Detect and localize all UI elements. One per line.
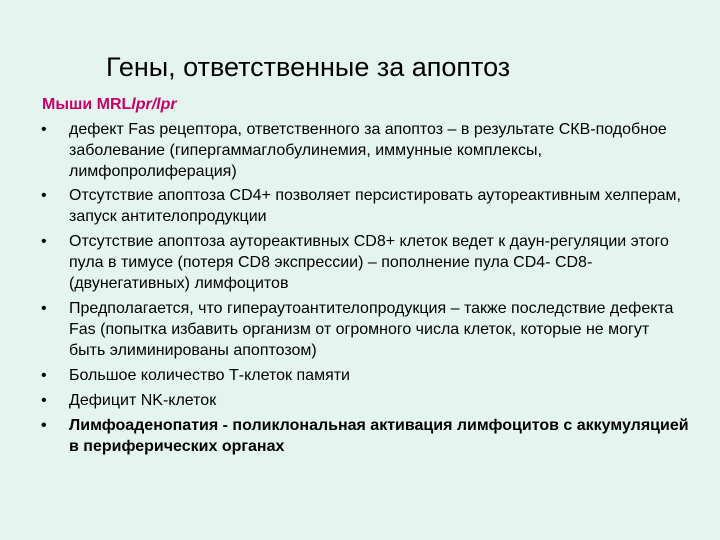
bullet-dot: • bbox=[41, 300, 47, 317]
bullet-dot: • bbox=[41, 392, 47, 409]
slide-title: Гены, ответственные за апоптоз bbox=[106, 52, 511, 82]
list-item bbox=[0, 365, 689, 386]
subtitle-italic: lpr/lpr bbox=[131, 96, 177, 113]
list-item-text: дефект Fas рецептора, ответственного за апоптоз – в результате СКВ-подобное заболевание (гипергаммаглобулинемия, иммунные комплексы, лимфопролиферация) bbox=[69, 121, 667, 180]
list-item-text: Предполагается, что гипераутоантителопродукция – также последствие дефекта Fas (попытка избавить организм от огромного числа клеток, которые не могут быть элиминированы апоптозом) bbox=[69, 300, 674, 359]
list-item bbox=[0, 415, 689, 457]
bullet-dot: • bbox=[41, 417, 47, 434]
list-item bbox=[0, 390, 689, 411]
bullet-dot: • bbox=[41, 367, 47, 384]
list-item bbox=[0, 185, 689, 227]
subtitle-prefix: Мыши MRL bbox=[42, 96, 132, 113]
list-item bbox=[0, 298, 689, 361]
bullet-dot: • bbox=[41, 187, 47, 204]
list-item-text: Отсутствие апоптоза CD4+ позволяет персистировать аутореактивным хелперам, запуск антителопродукции bbox=[69, 187, 681, 225]
bullet-list bbox=[0, 119, 720, 459]
list-item-text: Отсутствие апоптоза аутореактивных CD8+ клеток ведет к даун-регуляции этого пула в тимусе (потеря CD8 экспрессии) – пополнение пула CD4- CD8- (двунегативных) лимфоцитов bbox=[69, 233, 669, 292]
list-item-text: Лимфоаденопатия - поликлональная активация лимфоцитов с аккумуляцией в периферических органах bbox=[69, 417, 689, 455]
list-item bbox=[0, 231, 689, 294]
list-item-text: Большое количество Т-клеток памяти bbox=[69, 367, 350, 384]
list-item-text: Дефицит NK-клеток bbox=[69, 392, 217, 409]
list-item bbox=[0, 119, 689, 182]
bullet-dot: • bbox=[41, 121, 47, 138]
bullet-dot: • bbox=[41, 233, 47, 250]
slide-subtitle bbox=[42, 95, 177, 115]
